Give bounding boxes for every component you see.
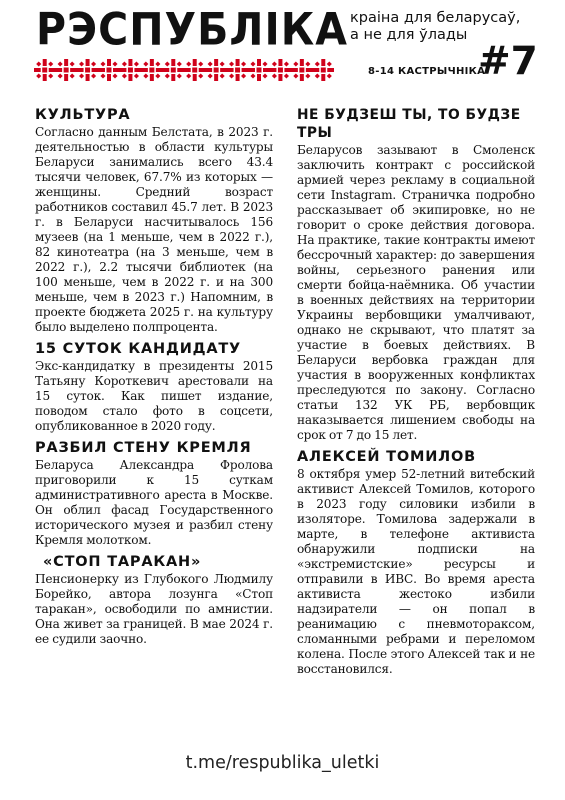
article-kremlin-wall <box>35 439 273 548</box>
newspaper-title: РЭСПУБЛІКА <box>36 3 348 56</box>
article-body: Беларусов зазывают в Смоленск заключить контракт с российской армией через рекламу в социальной сети Instagram. Страничка подробно рассказывает об экипировке, но не говорит о сроке действия договора. На практике, такие контракты имеют бессрочный характер: до завершения войны, серьезного ранения или смерти бойца-наёмника. Об участии в военных действиях на территории Украины вербовщики умалчивают, однако не скрывают, что платят за участие в боевых действиях. В Беларуси вербовка граждан для участия в вооруженных конфликтах преследуются по закону. Согласно статьи 132 УК РБ, вербовщик наказывается лишением свободы на срок от 7 до 15 лет. <box>297 143 535 442</box>
article-heading: КУЛЬТУРА <box>35 107 131 123</box>
article-heading: «СТОП ТАРАКАН» <box>43 554 202 570</box>
issue-number: #7 <box>478 39 538 84</box>
telegram-link[interactable]: t.me/respublika_uletki <box>185 753 380 773</box>
right-column <box>297 106 535 682</box>
masthead <box>0 0 565 100</box>
left-column <box>35 106 273 652</box>
article-body: Беларуса Александра Фролова приговорили к 15 суткам административного ареста в Москве. Он облил фасад Государственного исторического музея и разбил стену Кремля молотком. <box>35 458 273 547</box>
article-body: 8 октября умер 52-летний витебский активист Алексей Томилов, которого в 2023 году силовики избили в изоляторе. Томилова задержали в марте, в телефоне активиста обнаружили подписки на «экстремистские» ресурсы и отправили в ИВС. Во время ареста активиста жестоко избили надзиратели — он попал в реанимацию с пневмотораксом, сломанными ребрами и переломом колена. После этого Алексей так и не восстановился. <box>297 467 535 676</box>
article-heading: РАЗБИЛ СТЕНУ КРЕМЛЯ <box>35 440 252 456</box>
article-tomilov <box>297 448 535 677</box>
article-recruitment <box>297 106 535 443</box>
article-stop-cockroach <box>35 553 273 647</box>
article-body: Согласно данным Белстата, в 2023 г. деятельностью в области культуры Беларуси занимались всего 43.4 тысячи человек, 67.7% из которых — женщины. Средний возраст работников составил 45.7 лет. В 2023 г. в Беларуси насчитывалось 156 музеев (на 1 меньше, чем в 2022 г.), 82 кинотеатра (на 3 меньше, чем в 2022 г.), 2.2 тысячи библиотек (на 100 меньше, чем в 2022 г. и на 300 меньше, чем в 2023 г.) Напомним, в проекте бюджета 2025 г. на культуру было выделено полпроцента. <box>35 125 273 334</box>
tagline: краіна для беларусаў, а не для ўлады <box>350 10 521 43</box>
article-heading: 15 СУТОК КАНДИДАТУ <box>35 341 242 357</box>
folk-ornament-icon <box>34 57 334 83</box>
article-heading: АЛЕКСЕЙ ТОМИЛОВ <box>297 449 476 465</box>
article-15-days-candidate <box>35 340 273 434</box>
issue-dates: 8-14 КАСТРЫЧНІКА <box>368 66 486 77</box>
article-body: Пенсионерку из Глубокого Людмилу Борейко, автора лозунга «Стоп таракан», освободили по амнистии. Она живет за границей. В мае 2024 г. ее судили заочно. <box>35 572 273 646</box>
article-culture <box>35 106 273 335</box>
article-heading: НЕ БУДЗЕШ ТЫ, ТО БУДЗЕ ТРЫ <box>297 107 521 141</box>
article-body: Экс-кандидатку в президенты 2015 Татьяну Короткевич арестовали на 15 суток. Как пишет издание, поводом стало фото в соцсети, опубликованное в 2020 году. <box>35 359 273 433</box>
